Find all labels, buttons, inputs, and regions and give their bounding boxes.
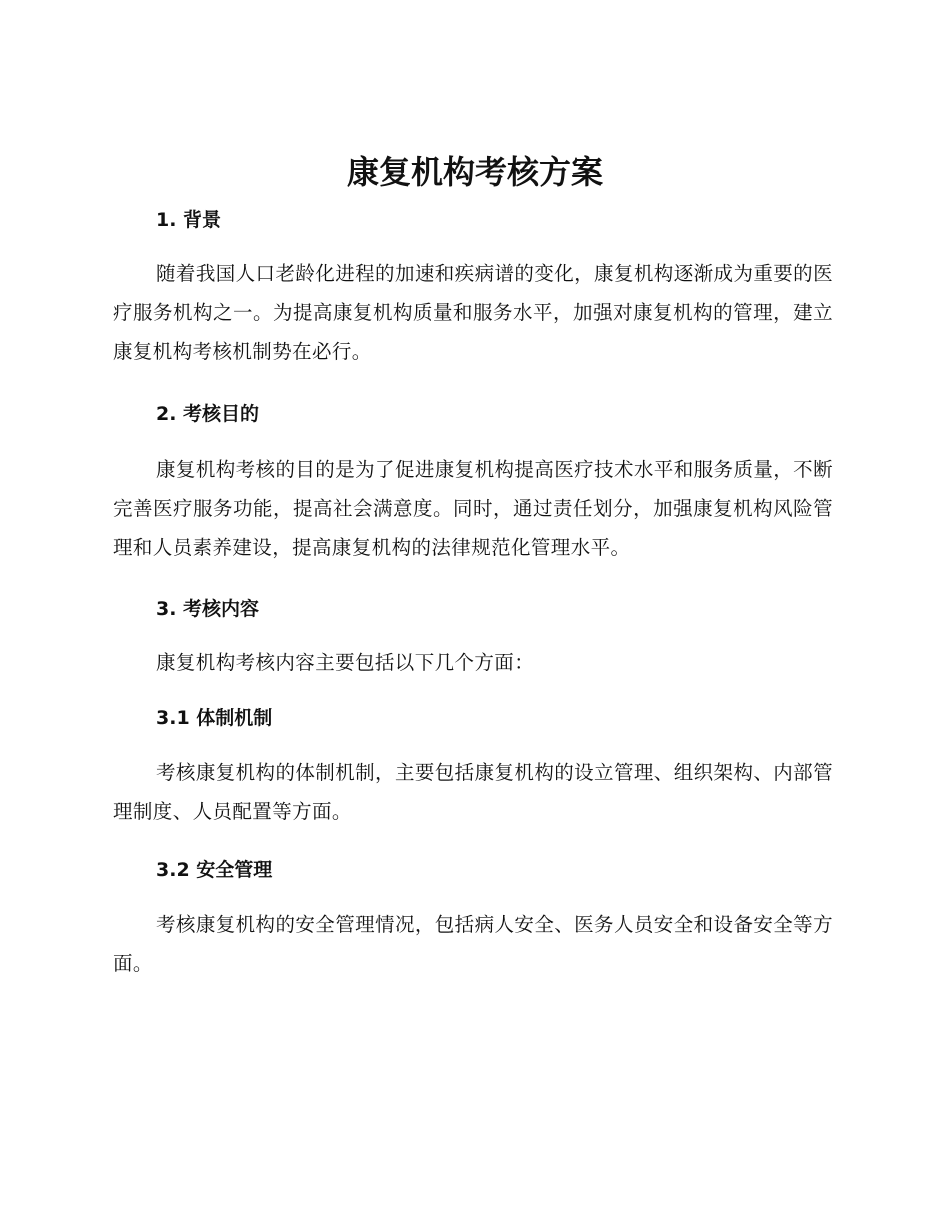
- section-paragraph-system: 考核康复机构的体制机制，主要包括康复机构的设立管理、组织架构、内部管理制度、人员配置等方面。: [113, 761, 833, 823]
- section-heading-purpose: 2. 考核目的: [156, 403, 260, 425]
- section-heading-background: 1. 背景: [156, 209, 222, 231]
- section-heading-content: 3. 考核内容: [156, 598, 260, 620]
- section-paragraph-content: 康复机构考核内容主要包括以下几个方面：: [156, 651, 535, 674]
- document-title: 康复机构考核方案: [346, 153, 603, 191]
- section-paragraph-safety: 考核康复机构的安全管理情况，包括病人安全、医务人员安全和设备安全等方面。: [113, 913, 833, 975]
- section-heading-system: 3.1 体制机制: [156, 707, 273, 729]
- section-heading-safety: 3.2 安全管理: [156, 859, 273, 881]
- section-paragraph-purpose: 康复机构考核的目的是为了促进康复机构提高医疗技术水平和服务质量，不断完善医疗服务功能，提高社会满意度。同时，通过责任划分，加强康复机构风险管理和人员素养建设，提高康复机构的法律规范化管理水平。: [113, 458, 833, 559]
- section-paragraph-background: 随着我国人口老龄化进程的加速和疾病谱的变化，康复机构逐渐成为重要的医疗服务机构之一。为提高康复机构质量和服务水平，加强对康复机构的管理，建立康复机构考核机制势在必行。: [113, 262, 833, 363]
